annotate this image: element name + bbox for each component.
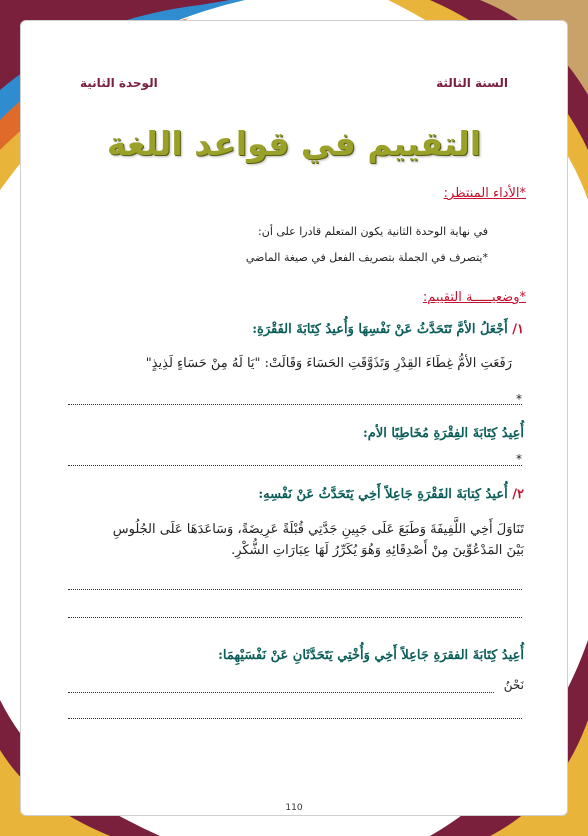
year-label: السنة الثالثة [436, 76, 508, 90]
question-2-text: أُعيدُ كِتابَةَ الفَقْرَةِ جَاعِلاً أَخِي يَتَحَدَّثُ عَنْ نَفْسِهِ: [258, 487, 508, 502]
answer-line-2[interactable] [68, 465, 522, 466]
question-1 [252, 322, 524, 337]
question-2-number: ٢/ [512, 487, 524, 502]
question-1-passage: رَفَعَتِ الأمُّ غِطَاءَ القِدْرِ وَتَذَوَّقَتِ الحَسَاءَ وَقَالَتْ: "يَا لَهُ مِنْ حَسَاءٍ لَذِيذٍ" [145, 356, 512, 371]
answer-line-5[interactable] [68, 692, 494, 693]
question-2-passage-line2: بَيْنَ المَدْعُوِّينَ مِنْ أَصْدِقَائِهِ وَهُوَ يُكَرِّرُ لَهَا عِبَارَاتِ الشُّكْرِ. [231, 543, 524, 558]
answer-star-1: * [516, 392, 522, 406]
question-1b: أُعِيدُ كِتَابَةَ الفِقْرَةِ مُخَاطِبًا الأم: [362, 426, 524, 441]
answer-line-4[interactable] [68, 617, 522, 618]
question-3: أُعِيدُ كِتَابَةَ الفقرَةِ جَاعِلاً أَخِي وَأُخْتِي يَتَحَدَّثَانِ عَنْ نَفْسَيْهِمَا: [218, 648, 524, 663]
answer-line-3[interactable] [68, 589, 522, 590]
unit-label: الوحدة الثانية [80, 76, 158, 90]
expected-performance-heading: *الأداء المنتظر: [443, 186, 526, 201]
expected-performance-line1: في نهاية الوحدة الثانية يكون المتعلم قادرا على أن: [258, 225, 488, 238]
assessment-heading: *وضعيـــــة التقييم: [422, 290, 526, 305]
answer-line-1[interactable] [68, 404, 522, 405]
page-number: 110 [285, 803, 303, 813]
answer-starter: نَحْنُ [503, 678, 524, 692]
answer-star-2: * [516, 452, 522, 466]
question-1-number: ١/ [512, 322, 524, 337]
answer-line-6[interactable] [68, 718, 522, 719]
page-title: التقييم في قواعد اللغة [106, 124, 482, 163]
question-1-text: أَجْعَلُ الأمَّ تَتَحَدَّثُ عَنْ نَفْسِهَا وَأُعيدُ كِتَابَةَ الفَقْرَةِ: [252, 322, 508, 337]
question-2-passage-line1: تَنَاوَلَ أَخِي اللَّفِيفَةَ وَطَبَعَ عَلَى جَبِينِ جَدَّتِي قُبْلَةً عَرِيضَةً، وَسَاعَدَهَا عَلَى الجُلُوسِ [112, 522, 524, 537]
question-2 [258, 487, 524, 502]
expected-performance-line2: *يتصرف في الجملة بتصريف الفعل في صيغة الماضي [245, 251, 488, 264]
